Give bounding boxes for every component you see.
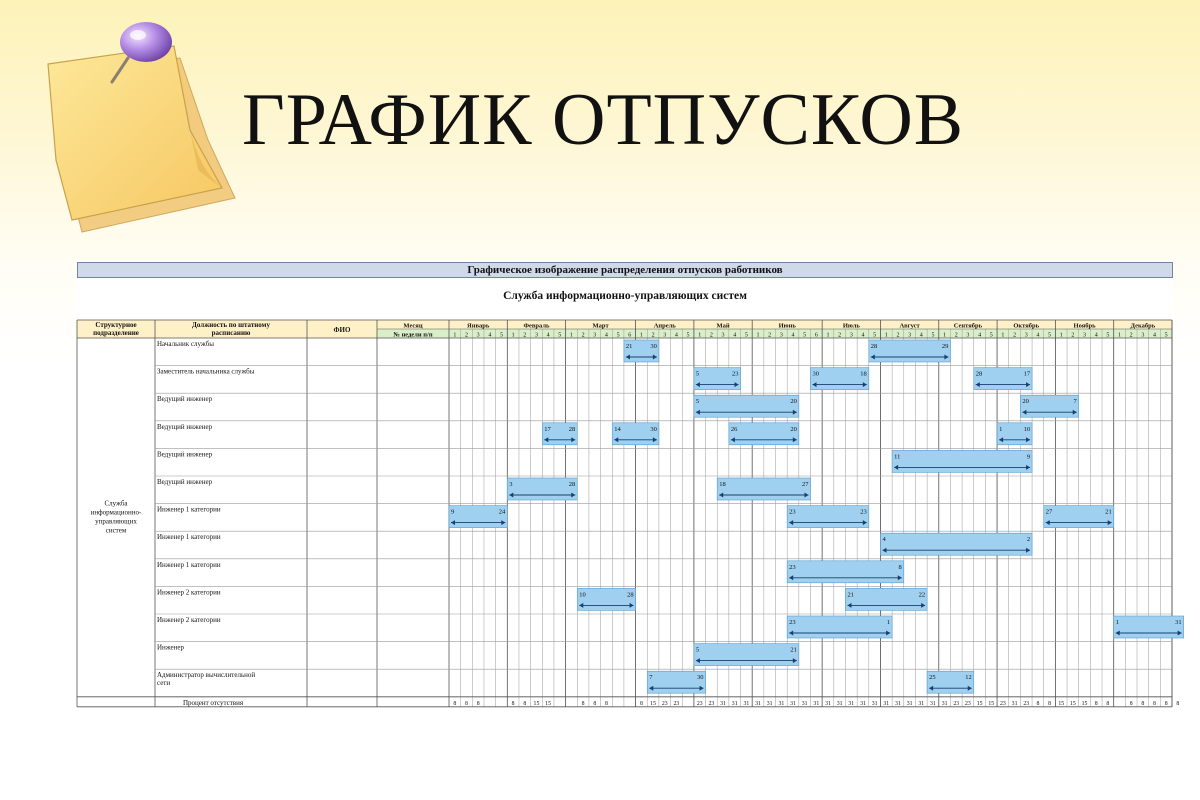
week-number: 2 <box>523 332 527 339</box>
percent-value: 8 <box>1176 700 1180 707</box>
week-number: 1 <box>639 332 643 339</box>
position-label: Инженер 1 категории <box>157 560 221 569</box>
percent-value: 31 <box>720 700 726 707</box>
week-number: 4 <box>861 332 865 339</box>
percent-value: 8 <box>523 700 527 707</box>
vacation-end-day: 8 <box>898 563 902 571</box>
percent-value: 31 <box>848 700 855 707</box>
week-number: 5 <box>558 332 562 339</box>
vacation-end-day: 27 <box>802 481 809 488</box>
percent-value: 23 <box>1023 700 1030 707</box>
vacation-bar <box>787 616 892 638</box>
vacation-bar <box>507 478 577 500</box>
week-number: 1 <box>884 332 888 339</box>
position-label: Ведущий инженер <box>157 478 213 486</box>
vacation-end-day: 28 <box>568 425 576 433</box>
vacation-schedule-document <box>77 260 1182 720</box>
week-number: 4 <box>546 332 550 339</box>
vacation-start-day: 10 <box>579 591 586 599</box>
percent-value: 23 <box>965 700 971 707</box>
week-number: 5 <box>1106 332 1110 339</box>
vacation-end-day: 10 <box>1023 425 1031 433</box>
percent-value: 31 <box>883 700 890 707</box>
week-number: 3 <box>663 332 667 339</box>
position-label: Заместитель начальника службы <box>157 367 255 376</box>
week-number: 5 <box>616 332 620 339</box>
header-fio-label: ФИО <box>333 326 351 334</box>
month-label: Декабрь <box>1130 322 1156 330</box>
week-number: 2 <box>464 332 468 339</box>
position-label: Инженер 2 категории <box>157 616 221 624</box>
week-number: 4 <box>1036 332 1040 339</box>
vacation-end-day: 18 <box>860 370 867 378</box>
vacation-bar <box>787 506 869 528</box>
vacation-start-day: 23 <box>789 508 796 516</box>
percent-value: 23 <box>708 700 715 707</box>
week-number: 1 <box>943 332 947 339</box>
month-label: Май <box>716 322 730 330</box>
week-number: 1 <box>826 332 830 339</box>
position-label: Инженер 1 категории <box>157 505 221 514</box>
percent-value: 8 <box>465 700 468 707</box>
vacation-start-day: 1 <box>1115 619 1119 626</box>
vacation-start-day: 21 <box>847 591 854 599</box>
week-number: 2 <box>954 332 958 339</box>
percent-value: 31 <box>813 700 820 707</box>
vacation-end-day: 29 <box>941 343 949 350</box>
week-number: 3 <box>1024 332 1028 339</box>
percent-value: 31 <box>755 700 761 707</box>
week-number: 1 <box>1118 332 1122 339</box>
vacation-end-day: 9 <box>1026 453 1031 461</box>
vacation-end-day: 20 <box>790 425 797 433</box>
month-label: Февраль <box>523 322 550 330</box>
vacation-end-day: 22 <box>918 591 926 599</box>
position-label: Инженер <box>157 643 185 652</box>
month-label: Ноябрь <box>1073 322 1096 330</box>
week-number: 3 <box>779 332 783 339</box>
vacation-end-day: 31 <box>1175 619 1182 626</box>
percent-value: 8 <box>1141 700 1145 707</box>
header-unit-label: подразделение <box>93 329 139 337</box>
percent-value: 8 <box>604 700 608 707</box>
header-unit-label: Структурное <box>95 321 137 329</box>
week-number: 3 <box>534 332 538 339</box>
vacation-bar <box>880 533 1032 555</box>
week-number: 1 <box>1059 332 1063 339</box>
percent-value: 8 <box>1094 700 1098 707</box>
week-number: 5 <box>499 332 503 339</box>
month-label: Март <box>592 322 609 330</box>
percent-value: 8 <box>511 700 515 707</box>
vacation-bar <box>787 561 904 583</box>
percent-value: 23 <box>661 700 668 707</box>
percent-value: 8 <box>453 700 457 707</box>
vacation-bar <box>717 478 810 500</box>
week-number: 3 <box>908 332 912 339</box>
percent-value: 31 <box>918 700 925 707</box>
vacation-start-day: 26 <box>730 425 738 433</box>
week-number: 4 <box>674 332 678 339</box>
vacation-end-day: 23 <box>860 508 867 516</box>
percent-value: 15 <box>650 700 656 707</box>
week-number: 2 <box>581 332 585 339</box>
week-number: 3 <box>1083 332 1087 339</box>
position-label: Ведущий инженер <box>157 395 213 404</box>
vacation-start-day: 23 <box>789 563 796 571</box>
vacation-start-day: 28 <box>975 370 983 378</box>
vacation-end-day: 30 <box>650 425 657 433</box>
position-label: Начальник службы <box>157 340 214 348</box>
month-label: Июль <box>842 322 860 330</box>
percent-value: 8 <box>1153 700 1156 707</box>
week-number: 5 <box>1164 332 1168 339</box>
vacation-start-day: 5 <box>695 646 700 654</box>
percent-value: 31 <box>930 700 936 707</box>
week-number: 3 <box>966 332 970 339</box>
vacation-bar <box>892 450 1032 472</box>
vacation-end-day: 20 <box>790 398 797 406</box>
position-label: сети <box>157 679 171 688</box>
week-number: 3 <box>849 332 853 339</box>
week-number: 5 <box>744 332 748 339</box>
week-number: 5 <box>686 332 690 339</box>
percent-value: 23 <box>696 700 703 707</box>
position-label: Администратор вычислительной <box>157 671 256 680</box>
week-number: 2 <box>1013 332 1017 339</box>
vacation-end-day: 21 <box>790 646 797 654</box>
vacation-start-day: 7 <box>649 674 653 682</box>
vacation-start-day: 27 <box>1045 508 1053 516</box>
percent-value: 31 <box>860 700 866 707</box>
month-label: Июнь <box>778 322 796 330</box>
vacation-start-day: 5 <box>695 370 700 378</box>
month-label: Апрель <box>653 322 676 330</box>
percent-value: 31 <box>906 700 913 707</box>
week-number: 4 <box>978 332 982 339</box>
percent-value: 15 <box>1081 700 1088 707</box>
vacation-end-day: 2 <box>1026 536 1031 544</box>
vacation-bar <box>729 423 799 445</box>
percent-value: 8 <box>1036 700 1040 707</box>
percent-value: 8 <box>1048 700 1052 707</box>
vacation-bar <box>845 588 927 610</box>
percent-value: 15 <box>533 700 540 707</box>
vacation-end-day: 1 <box>886 619 891 626</box>
position-label: Ведущий инженер <box>157 450 213 459</box>
percent-value: 15 <box>1069 700 1076 707</box>
percent-value: 31 <box>743 700 750 707</box>
percent-value: 23 <box>673 700 680 707</box>
percent-value: 8 <box>639 700 643 707</box>
percent-value: 31 <box>731 700 738 707</box>
week-number: 1 <box>698 332 702 339</box>
week-number: 1 <box>453 332 457 339</box>
week-number: 5 <box>989 332 993 339</box>
percent-value: 31 <box>778 700 785 707</box>
position-label: Ведущий инженер <box>157 422 213 431</box>
header-week-label: № недели п/п <box>393 331 433 339</box>
week-number: 1 <box>569 332 573 339</box>
week-number: 5 <box>803 332 807 339</box>
week-number: 4 <box>488 332 492 339</box>
month-label: Август <box>899 322 920 330</box>
vacation-start-day: 3 <box>509 481 513 488</box>
vacation-bar <box>869 340 951 362</box>
vacation-end-day: 21 <box>1105 508 1112 516</box>
month-label: Сентябрь <box>953 322 983 330</box>
vacation-bar <box>694 644 799 666</box>
week-number: 3 <box>476 332 480 339</box>
pinned-note-graphic <box>30 20 260 240</box>
week-number: 2 <box>1129 332 1133 339</box>
week-number: 4 <box>604 332 608 339</box>
week-number: 2 <box>896 332 900 339</box>
vacation-end-day: 12 <box>965 674 972 682</box>
table-subtitle: Служба информационно-управляющих систем <box>503 290 747 302</box>
week-number: 1 <box>756 332 760 339</box>
week-number: 4 <box>791 332 795 339</box>
note-icon <box>30 20 260 240</box>
position-label: Инженер 1 категории <box>157 533 221 542</box>
vacation-start-day: 9 <box>451 508 455 516</box>
percent-value: 31 <box>801 700 808 707</box>
week-number: 4 <box>733 332 737 339</box>
header-position-label: Должность по штатному <box>192 321 270 329</box>
week-number: 3 <box>593 332 597 339</box>
vacation-start-day: 30 <box>812 370 819 378</box>
percent-value: 15 <box>976 700 983 707</box>
vacation-end-day: 30 <box>650 343 657 350</box>
vacation-end-day: 28 <box>627 591 634 599</box>
department-label: информационно- <box>90 508 142 517</box>
percent-value: 8 <box>1164 700 1168 707</box>
vacation-bar <box>1020 395 1078 417</box>
month-label: Октябрь <box>1013 322 1040 330</box>
percent-value: 23 <box>953 700 960 707</box>
week-number: 6 <box>814 332 818 339</box>
percent-value: 31 <box>836 700 843 707</box>
vacation-end-day: 7 <box>1073 398 1077 406</box>
header-month-label: Месяц <box>403 322 423 330</box>
department-label: систем <box>105 526 127 535</box>
vacation-start-day: 14 <box>614 425 621 433</box>
percent-value: 31 <box>766 700 773 707</box>
week-number: 1 <box>511 332 515 339</box>
vacation-end-day: 24 <box>498 508 506 516</box>
week-number: 2 <box>838 332 842 339</box>
percent-value: 31 <box>790 700 796 707</box>
vacation-start-day: 18 <box>719 481 726 488</box>
percent-value: 15 <box>545 700 552 707</box>
vacation-bar <box>694 395 799 417</box>
week-number: 5 <box>931 332 935 339</box>
percent-value: 31 <box>825 700 831 707</box>
week-number: 2 <box>1071 332 1075 339</box>
week-number: 3 <box>721 332 725 339</box>
week-number: 6 <box>628 332 632 339</box>
vacation-start-day: 21 <box>625 343 633 350</box>
week-header-background <box>377 329 1172 338</box>
week-number: 5 <box>873 332 877 339</box>
department-label: управляющих <box>95 517 137 526</box>
percent-value: 8 <box>476 700 480 707</box>
department-label: Служба <box>104 499 128 508</box>
vacation-end-day: 30 <box>697 674 704 682</box>
percent-value: 31 <box>1011 700 1018 707</box>
vacation-start-day: 25 <box>929 674 936 682</box>
percent-value: 8 <box>593 700 597 707</box>
percent-value: 31 <box>941 700 948 707</box>
vacation-bar <box>1044 506 1114 528</box>
percent-value: 31 <box>871 700 878 707</box>
percent-value: 8 <box>581 700 585 707</box>
vacation-bar <box>1114 616 1184 638</box>
week-number: 4 <box>1153 332 1157 339</box>
week-number: 5 <box>1048 332 1052 339</box>
vacation-start-day: 5 <box>695 398 700 406</box>
table-banner: Графическое изображение распределения отпусков работников <box>77 262 1173 278</box>
header-position-label: расписанию <box>211 329 251 337</box>
percent-value: 8 <box>1129 700 1133 707</box>
percent-value: 15 <box>988 700 995 707</box>
vacation-start-day: 4 <box>882 536 886 544</box>
week-number: 1 <box>1001 332 1005 339</box>
percent-value: 15 <box>1058 700 1065 707</box>
percent-value: 8 <box>1106 700 1110 707</box>
page-title: ГРАФИК ОТПУСКОВ <box>242 79 965 161</box>
vacation-start-day: 1 <box>999 425 1003 433</box>
week-number: 3 <box>1141 332 1145 339</box>
vacation-end-day: 23 <box>732 370 739 378</box>
position-label: Инженер 2 категории <box>157 588 221 597</box>
week-number: 2 <box>709 332 713 339</box>
percent-value: 23 <box>1000 700 1006 707</box>
vacation-start-day: 23 <box>789 619 796 626</box>
vacation-start-day: 20 <box>1022 398 1029 406</box>
percent-row-label: Процент отсутствия <box>182 698 244 707</box>
month-label: Январь <box>467 322 490 330</box>
week-number: 2 <box>651 332 655 339</box>
week-number: 4 <box>919 332 923 339</box>
week-number: 4 <box>1094 332 1098 339</box>
vacation-start-day: 17 <box>544 425 551 433</box>
vacation-start-day: 28 <box>870 343 878 350</box>
percent-value: 31 <box>895 700 901 707</box>
week-number: 2 <box>768 332 772 339</box>
vacation-end-day: 17 <box>1023 370 1031 378</box>
vacation-grid <box>77 260 1182 720</box>
vacation-end-day: 28 <box>568 481 576 488</box>
vacation-start-day: 11 <box>894 453 901 461</box>
